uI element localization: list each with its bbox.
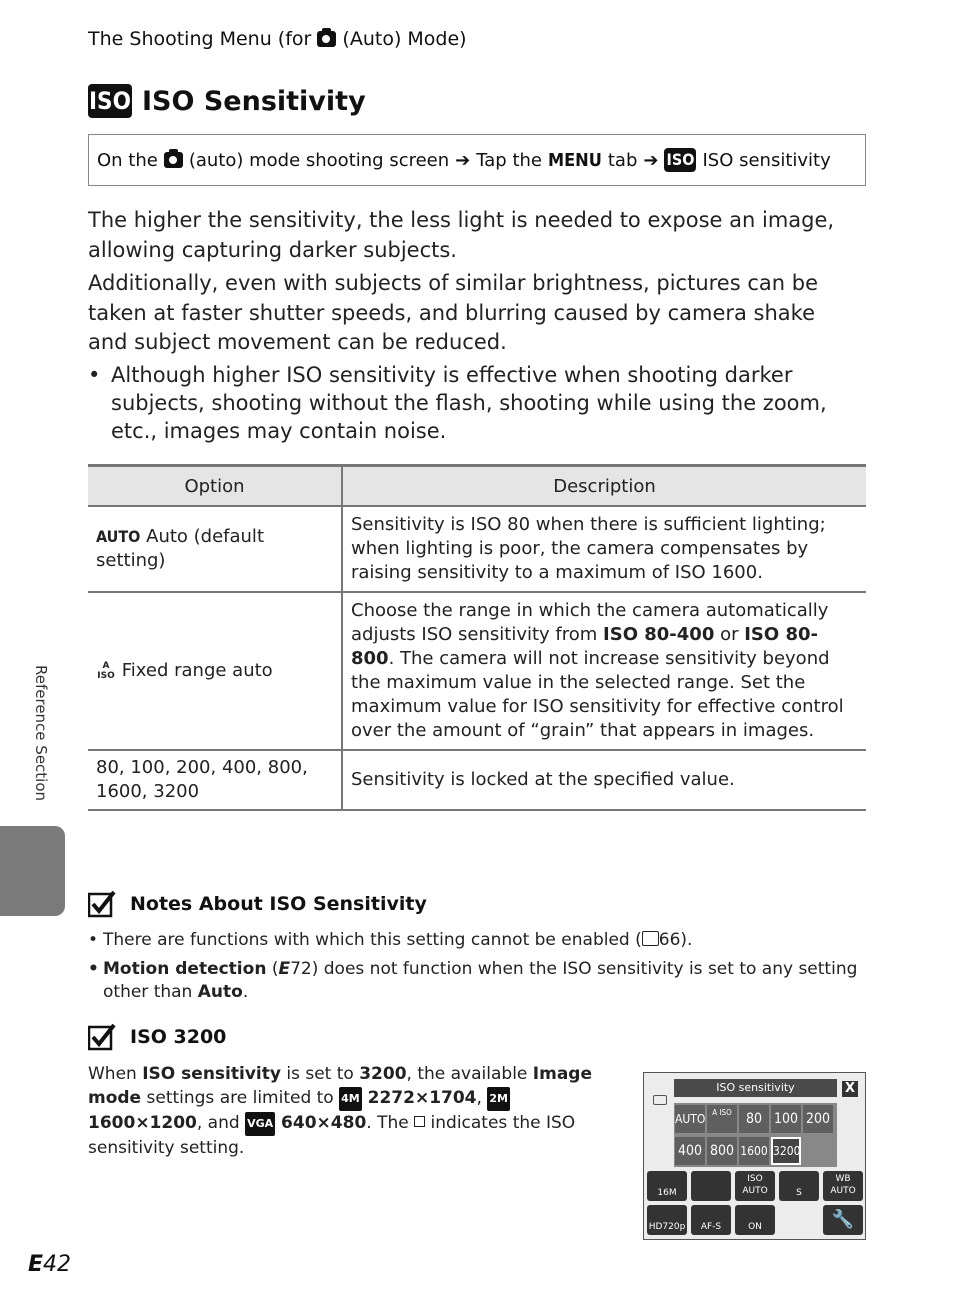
image-mode-4m-icon: 4M — [339, 1087, 362, 1111]
table-row: A ISO Fixed range auto Choose the range in which the camera automatically adjusts ISO sensitivity from ISO 80-400 or ISO 80-800. The camera will not increase sensitivity beyond the maximum value in the selected range. Set the maximum value for ISO sensitivity for effective control over the amount of “grain” that appears in images. — [88, 592, 866, 750]
image-mode-2m-icon: 2M — [487, 1087, 510, 1111]
checkmark-icon — [88, 890, 116, 918]
iso-option-800[interactable]: 800 — [707, 1137, 737, 1165]
empty-slot — [779, 1205, 819, 1235]
movie-options-button[interactable]: HD720p — [647, 1205, 687, 1235]
detail-paragraph: Additionally, even with subjects of similar brightness, pictures can be taken at faster shutter speeds, and blurring caused by camera shake and subject movement can be reduced. — [88, 271, 818, 354]
iso-button[interactable]: ISO AUTO — [735, 1171, 775, 1201]
iso-icon: ISO — [664, 148, 696, 172]
reference-e-icon: E — [28, 1252, 44, 1277]
arrow-right-icon: ➔ — [643, 149, 659, 171]
white-balance-button[interactable]: WB AUTO — [823, 1171, 863, 1201]
wrench-icon[interactable]: 🔧 — [823, 1205, 863, 1235]
section-tab — [0, 826, 65, 916]
iso3200-text: When ISO sensitivity is set to 3200, the available Image mode settings are limited to 4M 2272×1704, 2M 1600×1200, and VGA 640×480. The indicates the ISO sensitivity setting. — [88, 1064, 592, 1158]
menu-path-box: On the (auto) mode shooting screen ➔ Tap the MENU tab ➔ ISO ISO sensitivity — [88, 134, 866, 186]
page-title: ISO ISO Sensitivity — [89, 85, 366, 117]
column-header-option: Option — [88, 466, 342, 507]
continuous-button[interactable]: S — [779, 1171, 819, 1201]
iso-option-80[interactable]: 80 — [739, 1105, 769, 1133]
iso-option-3200[interactable]: 3200 — [771, 1137, 801, 1165]
iso-option-auto[interactable]: AUTO — [675, 1105, 705, 1133]
notes-heading: Notes About ISO Sensitivity — [88, 890, 427, 918]
checkmark-icon — [88, 1023, 116, 1051]
iso-indicator-icon — [414, 1116, 425, 1127]
iso-icon: ISO — [88, 84, 132, 118]
vr-button[interactable]: ON — [735, 1205, 775, 1235]
image-mode-vga-icon: VGA — [245, 1112, 275, 1136]
intro-paragraph: The higher the sensitivity, the less light is needed to expose an image, allowing capturing darker subjects. — [88, 208, 835, 262]
note-item: • There are functions with which this setting cannot be enabled ( 66). — [88, 930, 693, 950]
camera-screen-illustration — [643, 1072, 866, 1240]
menu-icon: MENU — [547, 149, 602, 171]
reference-e-icon: E — [278, 959, 291, 979]
iso-option-200[interactable]: 200 — [803, 1105, 833, 1133]
page-number: E42 — [28, 1252, 72, 1277]
iso-option-100[interactable]: 100 — [771, 1105, 801, 1133]
arrow-right-icon: ➔ — [455, 149, 471, 171]
noise-bullet: • Although higher ISO sensitivity is effective when shooting darker subjects, shooting without the flash, shooting while using the zoom, etc., images may contain noise. — [88, 363, 827, 443]
table-row: AUTO Auto (default setting) Sensitivity is ISO 80 when there is sufficient lighting; when lighting is poor, the camera compensates by raising sensitivity to a maximum of ISO 1600. — [88, 506, 866, 592]
table-header-row — [88, 466, 866, 507]
iso-option-fixed-range[interactable]: A ISO — [707, 1105, 737, 1133]
camera-icon — [164, 152, 183, 168]
af-mode-button[interactable]: AF-S — [691, 1205, 731, 1235]
camera-icon — [317, 31, 336, 47]
auto-icon: AUTO — [96, 527, 141, 546]
book-ref-icon — [642, 931, 659, 946]
options-table — [88, 464, 866, 811]
screen-title: ISO sensitivity — [674, 1079, 837, 1097]
running-header: The Shooting Menu (for (Auto) Mode) — [88, 28, 467, 50]
iso-option-400[interactable]: 400 — [675, 1137, 705, 1165]
battery-icon — [653, 1095, 667, 1105]
close-icon[interactable]: X — [842, 1081, 858, 1097]
side-section-label: Reference Section — [32, 665, 50, 802]
table-row: 80, 100, 200, 400, 800, 1600, 3200 Sensitivity is locked at the specified value. — [88, 750, 866, 810]
fixed-range-iso-icon: A ISO — [97, 661, 115, 681]
iso-option-1600[interactable]: 1600 — [739, 1137, 769, 1165]
shooting-mode-button[interactable] — [691, 1171, 731, 1201]
column-header-description: Description — [342, 466, 866, 507]
iso3200-heading: ISO 3200 — [88, 1023, 226, 1051]
image-mode-button[interactable]: 16M — [647, 1171, 687, 1201]
iso-option-grid — [674, 1103, 837, 1167]
note-item: • Motion detection (E72) does not function when the ISO sensitivity is set to any setting other than Auto. — [88, 959, 858, 1002]
